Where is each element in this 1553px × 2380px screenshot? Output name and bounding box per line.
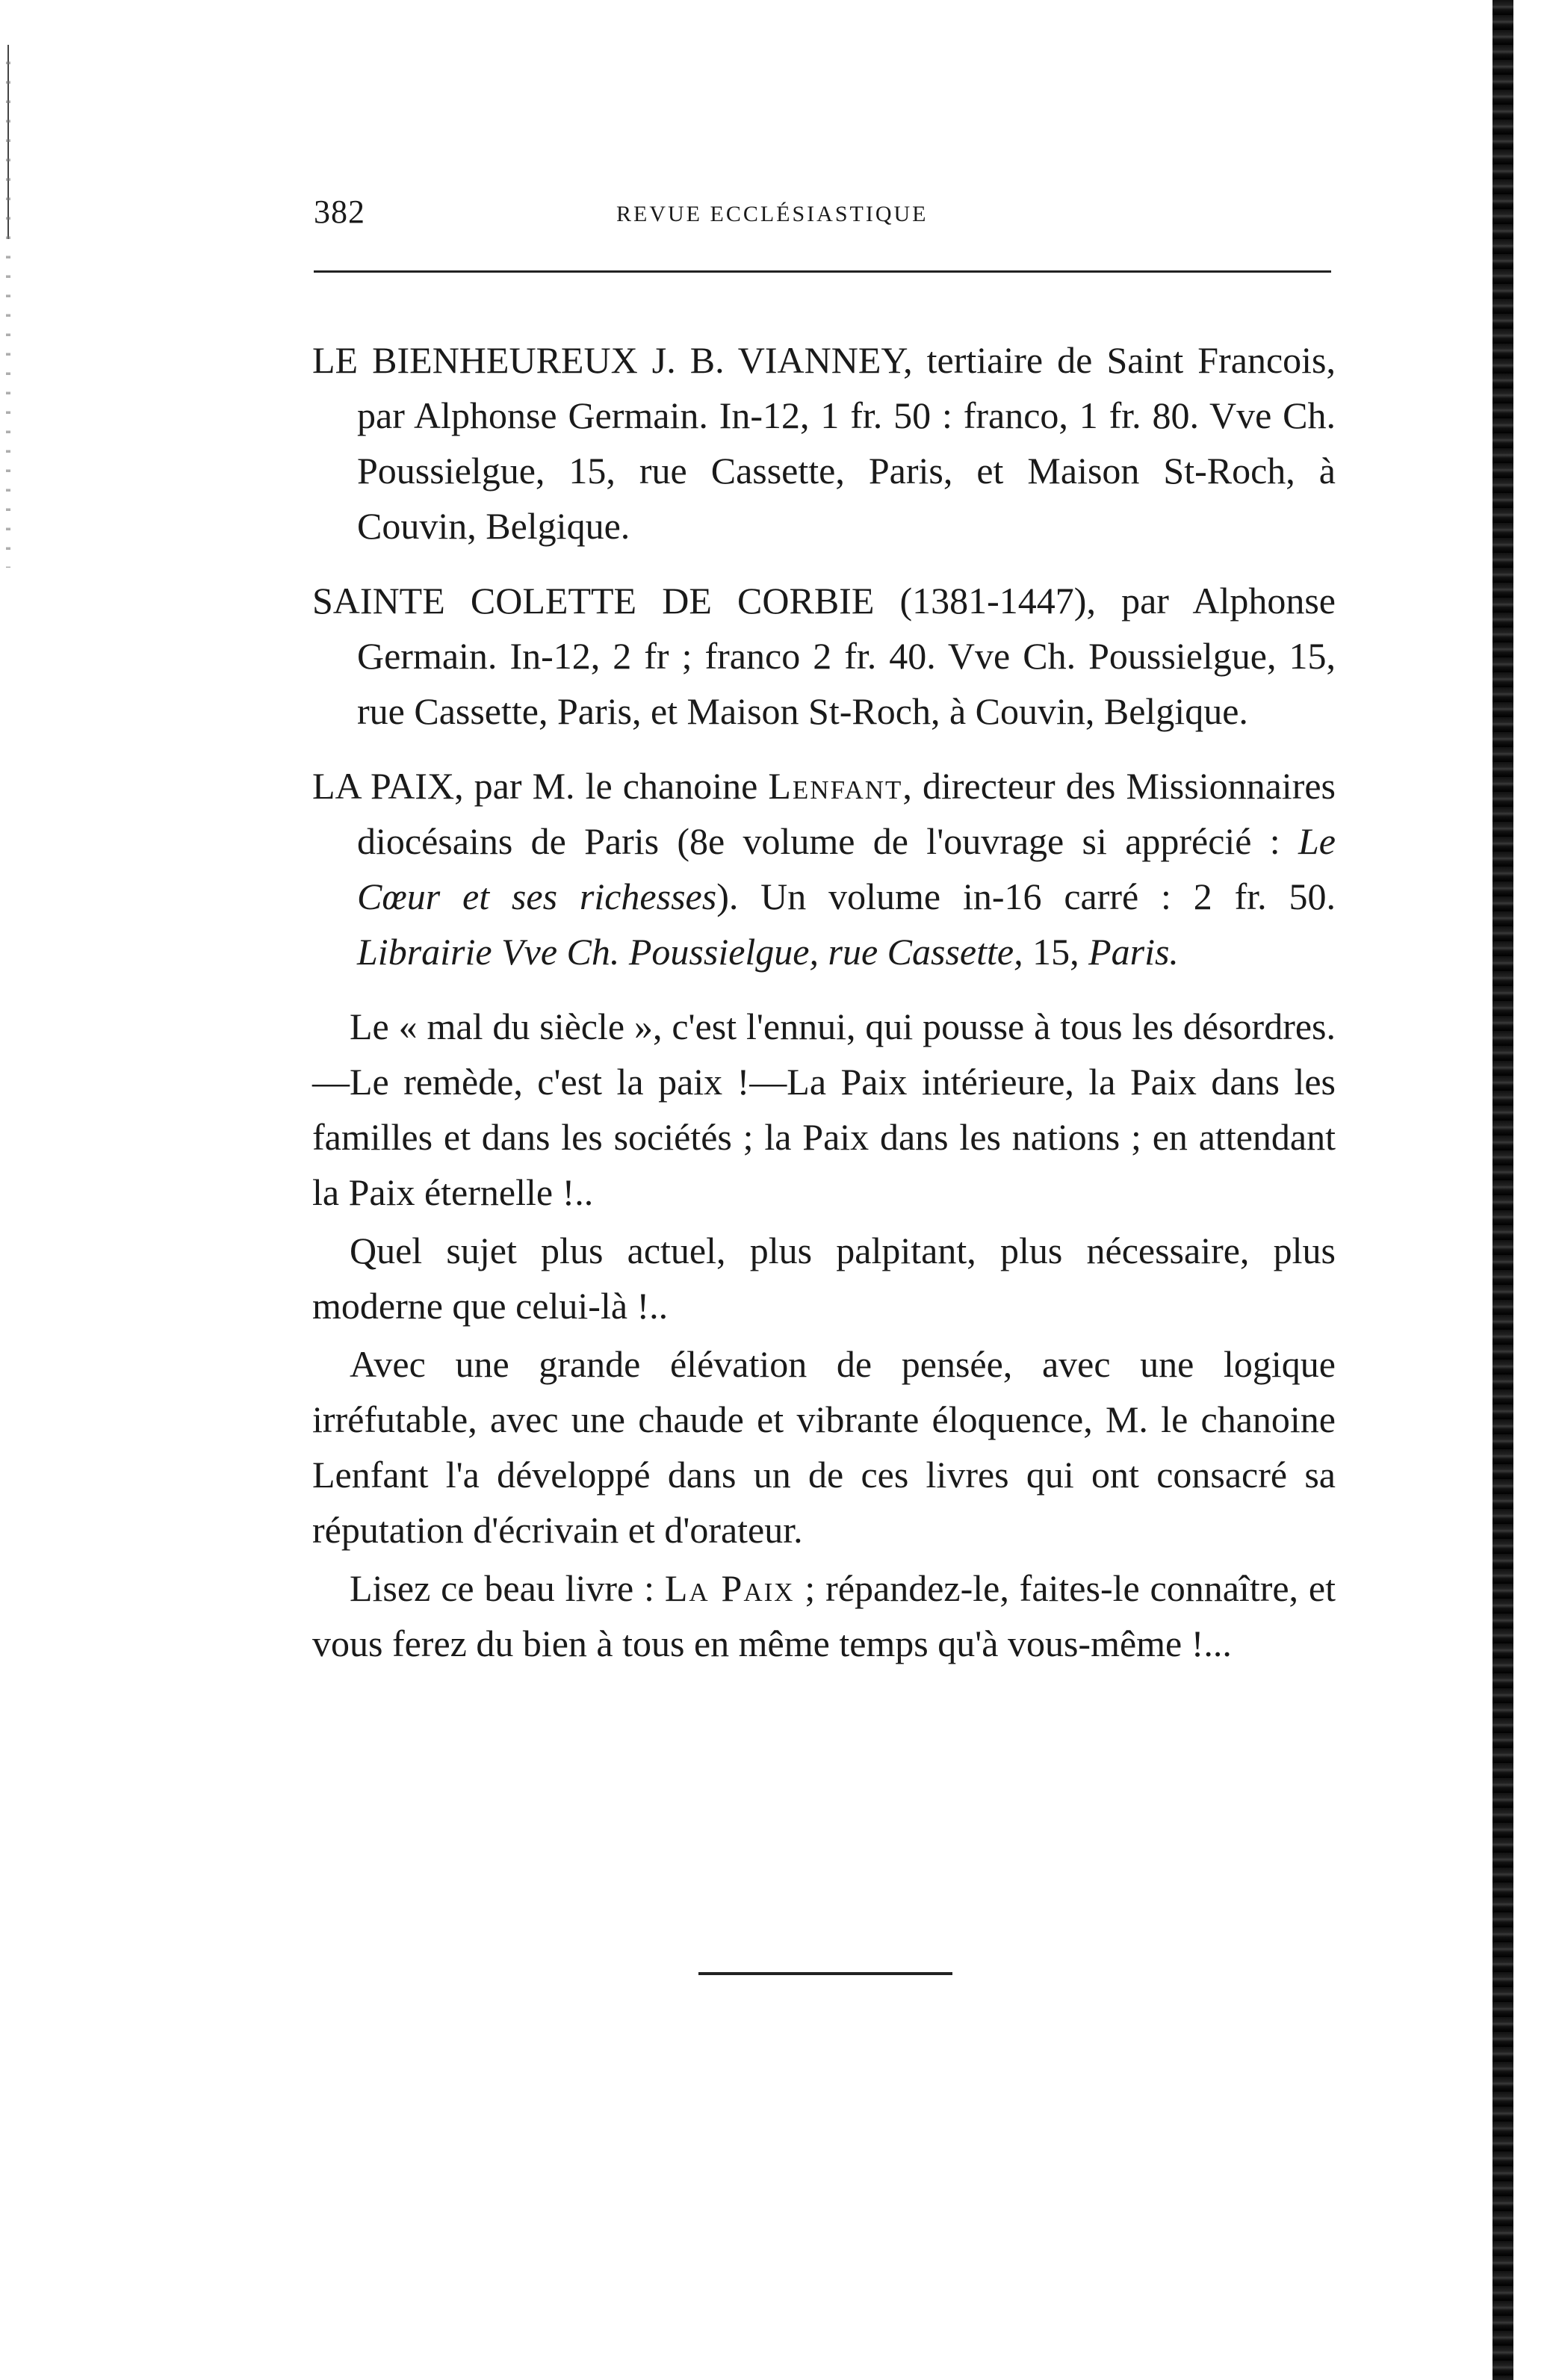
book-entry-vianney: LE BIENHEUREUX J. B. VIANNEY, tertiaire de Saint Francois, par Alphonse Germain. In-12, 1 fr. 50 : franco, 1 fr. 80. Vve Ch. Poussielgue, 15, rue Cassette, Paris, et Maison St-Roch, à Couvin, Belgique. <box>312 339 1336 547</box>
review-paragraph-1: Le « mal du siècle », c'est l'ennui, qui pousse à tous les désordres.—Le remède, c'est la paix !—La Paix intérieure, la Paix dans les familles et dans les sociétés ; la Paix dans les nations ; en attendant la Paix éternelle !.. <box>312 1005 1336 1213</box>
body-text <box>312 332 1336 1674</box>
header-rule <box>314 270 1331 273</box>
entry-publisher-number: 15, <box>1023 931 1089 973</box>
scan-edge-left-marks <box>6 45 10 568</box>
paragraph-book-title: La Paix <box>664 1567 795 1609</box>
entry-format-price: ). Un volume in-16 carré : 2 fr. 50. <box>716 876 1336 917</box>
review-paragraph-2: Quel sujet plus actuel, plus palpitant, plus nécessaire, plus moderne que celui-là !.. <box>312 1230 1336 1327</box>
book-entry-colette: SAINTE COLETTE DE CORBIE (1381-1447), par Alphonse Germain. In-12, 2 fr ; franco 2 fr. 40. Vve Ch. Poussielgue, 15, rue Cassette, Paris, et Maison St-Roch, à Couvin, Belgique. <box>312 580 1336 732</box>
entry-publisher: Librairie Vve Ch. Poussielgue, rue Cassette, <box>357 931 1023 973</box>
running-head: REVUE ECCLÉSIASTIQUE <box>616 202 929 226</box>
paragraph-prefix: Lisez ce beau livre : <box>350 1567 665 1609</box>
entry-referenced-book: Le Cœur et ses richesses <box>357 820 1336 917</box>
review-paragraph-3: Avec une grande élévation de pensée, avec une logique irréfutable, avec une chaude et vibrante éloquence, M. le chanoine Lenfant l'a développé dans un de ces livres qui ont consacré sa réputation d'écrivain et d'orateur. <box>312 1343 1336 1551</box>
section-end-rule <box>698 1972 952 1975</box>
page-header <box>314 193 1330 245</box>
entry-description: , directeur des Missionnaires diocésains de Paris (8e volume de l'ouvrage si apprécié : <box>357 765 1336 862</box>
review-paragraph-4 <box>312 1561 1336 1671</box>
page-number: 382 <box>314 193 365 230</box>
scan-edge-right-border <box>1492 0 1513 2380</box>
entry-publisher-city: Paris. <box>1088 931 1179 973</box>
paragraph-suffix: ; répandez-le, faites-le connaître, et vous ferez du bien à tous en même temps qu'à vous-même !... <box>312 1567 1336 1664</box>
entry-title: LA PAIX, par M. le chanoine <box>312 765 769 807</box>
book-entry-la-paix <box>312 758 1336 979</box>
entry-author: Lenfant <box>768 765 903 807</box>
